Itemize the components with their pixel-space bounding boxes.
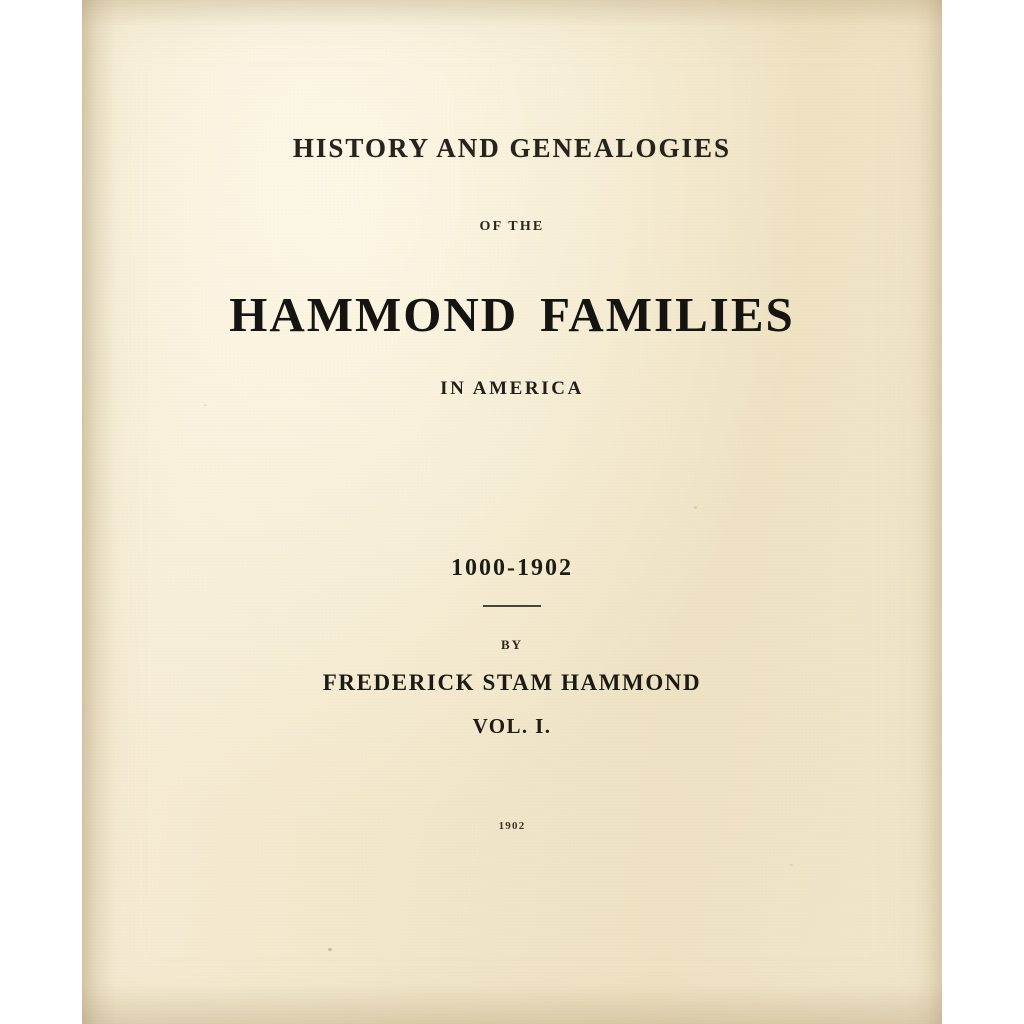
page-title: HISTORY AND GENEALOGIES	[292, 133, 732, 163]
scanned-title-page	[82, 0, 942, 1024]
page-edge-shadow-top	[82, 0, 942, 26]
byline-label: BY	[500, 637, 524, 652]
author-name: FREDERICK STAM HAMMOND	[322, 670, 702, 695]
main-title-word-families: FAMILIES	[540, 287, 795, 342]
main-title	[82, 286, 942, 343]
paper-speck	[328, 948, 332, 951]
paper-speck	[694, 506, 697, 509]
paper-speck	[790, 864, 793, 866]
subtitle-in-america: IN AMERICA	[440, 378, 584, 399]
main-title-word-hammond: HAMMOND	[229, 287, 519, 342]
date-range: 1000-1902	[451, 555, 573, 581]
volume-number: VOL. I.	[472, 714, 552, 738]
horizontal-rule-divider	[483, 605, 541, 607]
page-edge-shadow-bottom	[82, 984, 942, 1024]
title-connector-of-the: OF THE	[479, 219, 545, 234]
publication-year: 1902	[498, 820, 526, 832]
paper-speck	[204, 404, 206, 406]
